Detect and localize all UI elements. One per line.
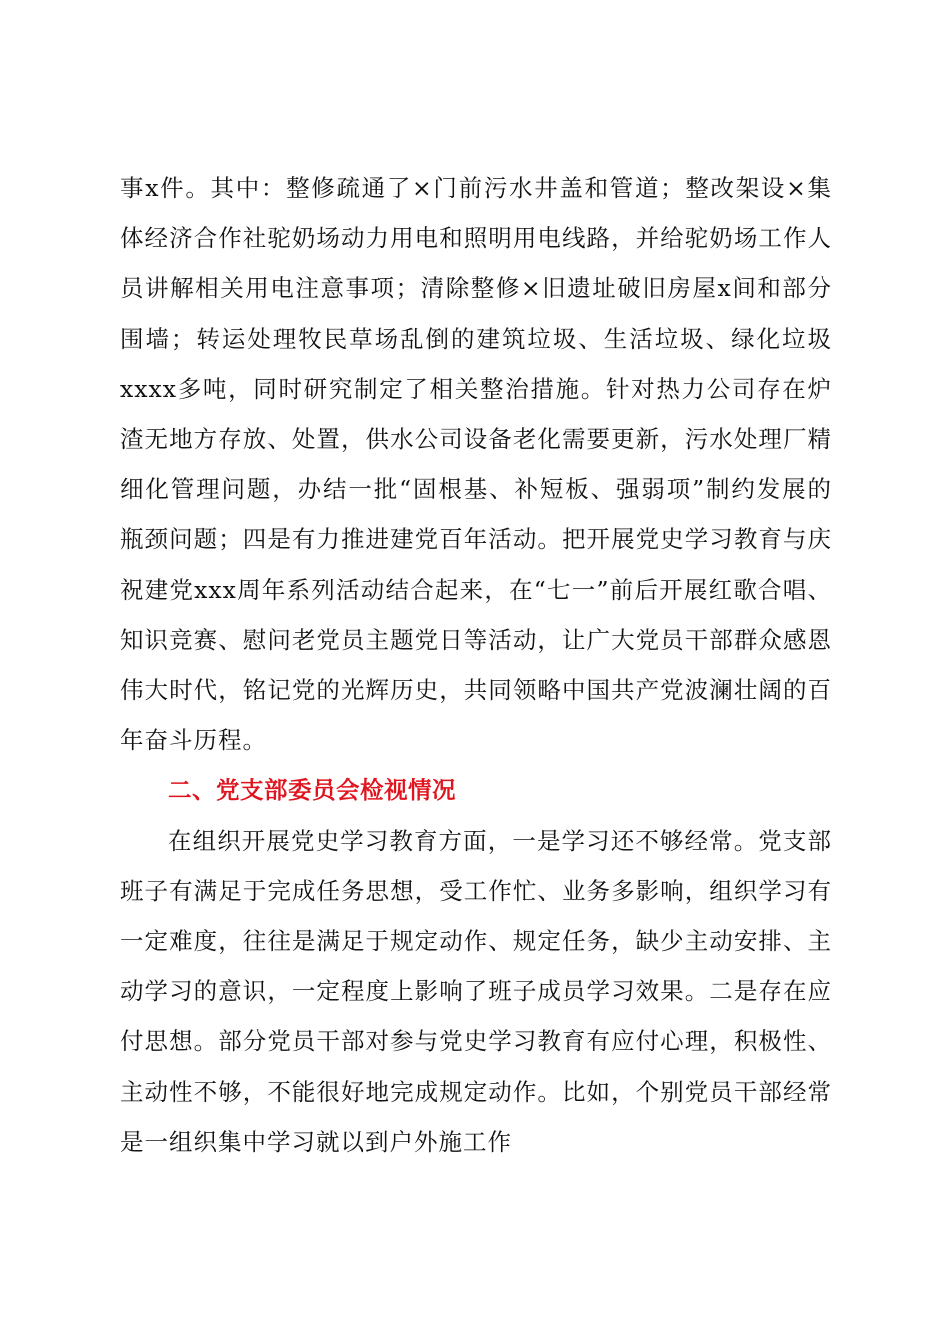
section-paragraph: 在组织开展党史学习教育方面，一是学习还不够经常。党支部班子有满足于完成任务思想，受工作忙、业务多影响，组织学习有一定难度，往往是满足于规定动作、规定任务，缺少主动安排、主动学习的意识，一定程度上影响了班子成员学习效果。二是存在应付思想。部分党员干部对参与党史学习教育有应付心理，积极性、主动性不够，不能很好地完成规定动作。比如，个别党员干部经常是一组织集中学习就以到户外施工作 <box>120 826 832 1156</box>
document-body <box>120 163 832 1167</box>
continued-paragraph: 事x件。其中：整修疏通了×门前污水井盖和管道；整改架设×集体经济合作社驼奶场动力用电和照明用电线路，并给驼奶场工作人员讲解相关用电注意事项；清除整修×旧遗址破旧房屋x间和部分围墙；转运处理牧民草场乱倒的建筑垃圾、生活垃圾、绿化垃圾xxxx多吨，同时研究制定了相关整治措施。针对热力公司存在炉渣无地方存放、处置，供水公司设备老化需要更新，污水处理厂精细化管理问题，办结一批“固根基、补短板、强弱项”制约发展的瓶颈问题；四是有力推进建党百年活动。把开展党史学习教育与庆祝建党xxx周年系列活动结合起来，在“七一”前后开展红歌合唱、知识竞赛、慰问老党员主题党日等活动，让广大党员干部群众感恩伟大时代，铭记党的光辉历史，共同领略中国共产党波澜壮阔的百年奋斗历程。 <box>120 174 832 755</box>
section-heading: 二、党支部委员会检视情况 <box>168 776 456 805</box>
